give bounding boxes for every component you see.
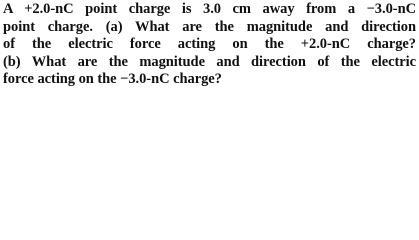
problem-line-4: (b) What are the magnitude and direction of the electric — [3, 53, 416, 70]
problem-line-1: A +2.0-nC point charge is 3.0 cm away from a −3.0-nC — [3, 1, 416, 17]
problem-line-3: of the electric force acting on the +2.0-nC charge? — [3, 36, 416, 52]
problem-line-5: force acting on the −3.0-nC charge? — [3, 71, 222, 87]
problem-line-2: point charge. (a) What are the magnitude and direction — [3, 18, 416, 35]
problem-text — [3, 1, 416, 89]
